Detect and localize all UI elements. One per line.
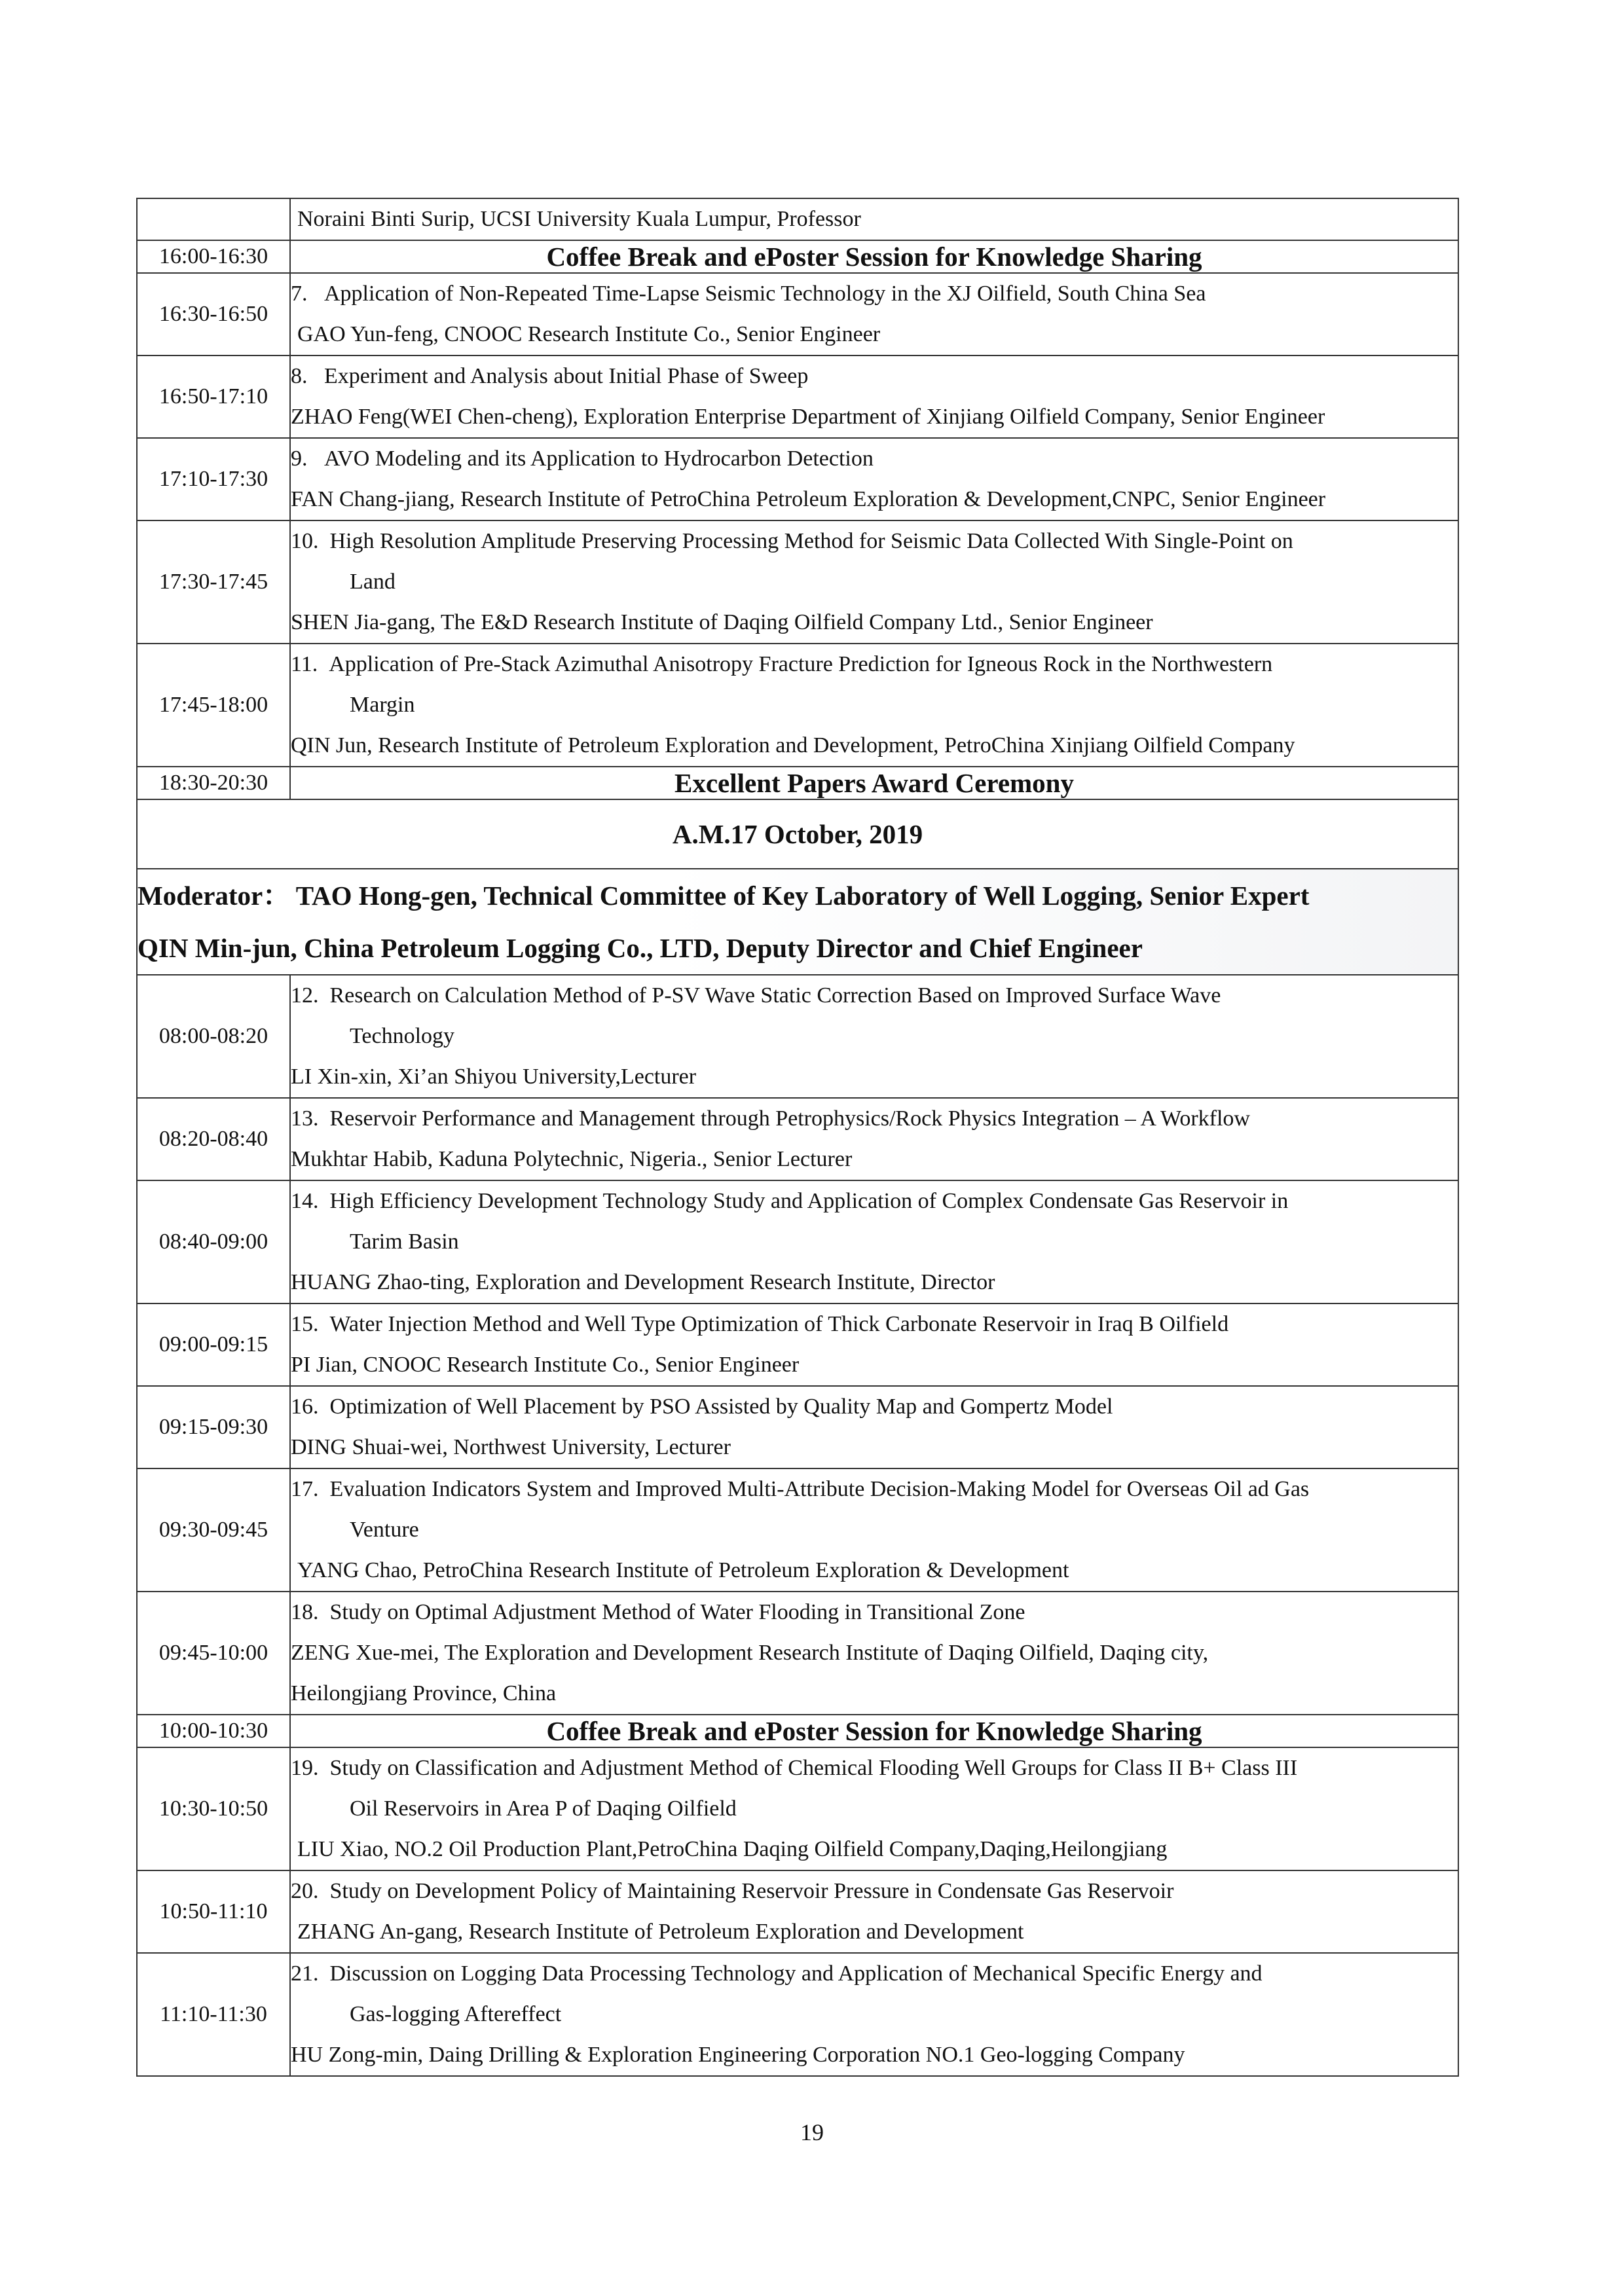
session-line: ZHAO Feng(WEI Chen-cheng), Exploration Enterprise Department of Xinjiang Oilfield Company, Senior Engineer [291, 405, 1325, 429]
paper-title-line: 21. Discussion on Logging Data Processing Technology and Application of Mechanical Specific Energy and [291, 1961, 1263, 1986]
paper-title-line: Noraini Binti Surip, UCSI University Kuala Lumpur, Professor [297, 207, 861, 231]
session-line: HUANG Zhao-ting, Exploration and Development Research Institute, Director [291, 1270, 995, 1294]
schedule-row [137, 975, 1458, 1098]
session-line: ZENG Xue-mei, The Exploration and Development Research Institute of Daqing Oilfield, Daqing city, [291, 1641, 1209, 1665]
schedule-row [137, 520, 1458, 644]
schedule-row [137, 767, 1458, 799]
session-cell [290, 520, 1458, 644]
session-cell [290, 1303, 1458, 1386]
session-cell [290, 1747, 1458, 1870]
page-number: 19 [800, 2119, 824, 2145]
paper-title-line: 7. Application of Non-Repeated Time-Lapse Seismic Technology in the XJ Oilfield, South China Sea [291, 282, 1206, 306]
time-cell: 11:10-11:30 [137, 1953, 290, 2076]
paper-title-line: 16. Optimization of Well Placement by PSO Assisted by Quality Map and Gompertz Model [291, 1394, 1113, 1419]
schedule-row [137, 1386, 1458, 1468]
schedule-row [137, 1098, 1458, 1180]
session-cell [290, 975, 1458, 1098]
session-line: Tarim Basin [350, 1230, 459, 1254]
time-cell: 16:00-16:30 [137, 240, 290, 273]
session-line: PI Jian, CNOOC Research Institute Co., Senior Engineer [291, 1353, 800, 1377]
session-line: Heilongjiang Province, China [291, 1681, 557, 1705]
schedule-body [137, 198, 1458, 2076]
time-cell: 18:30-20:30 [137, 767, 290, 799]
session-line: GAO Yun-feng, CNOOC Research Institute Co., Senior Engineer [297, 322, 881, 346]
schedule-row [137, 1180, 1458, 1303]
schedule-row [137, 1468, 1458, 1592]
time-cell: 09:45-10:00 [137, 1592, 290, 1715]
session-line: LI Xin-xin, Xi’an Shiyou University,Lecturer [291, 1065, 697, 1089]
schedule-row [137, 355, 1458, 438]
time-cell: 09:30-09:45 [137, 1468, 290, 1592]
schedule-row [137, 644, 1458, 767]
time-cell: 17:30-17:45 [137, 520, 290, 644]
paper-title-line: 19. Study on Classification and Adjustment Method of Chemical Flooding Well Groups for Class II B+ Class III [291, 1756, 1298, 1780]
session-line: QIN Jun, Research Institute of Petroleum Exploration and Development, PetroChina Xinjiang Oilfield Company [291, 733, 1295, 757]
session-cell [290, 1953, 1458, 2076]
time-cell: 09:15-09:30 [137, 1386, 290, 1468]
session-cell [290, 1180, 1458, 1303]
session-line: DING Shuai-wei, Northwest University, Lecturer [291, 1435, 731, 1459]
time-cell: 16:30-16:50 [137, 273, 290, 355]
moderator-cell [137, 869, 1458, 975]
paper-title-line: 12. Research on Calculation Method of P-SV Wave Static Correction Based on Improved Surface Wave [291, 983, 1221, 1008]
session-line: ZHANG An-gang, Research Institute of Petroleum Exploration and Development [297, 1920, 1024, 1944]
time-cell [137, 198, 290, 240]
session-line: YANG Chao, PetroChina Research Institute of Petroleum Exploration & Development [297, 1558, 1069, 1582]
schedule-row [137, 438, 1458, 520]
break-title: Coffee Break and ePoster Session for Knowledge Sharing [290, 240, 1458, 273]
paper-title-line: 18. Study on Optimal Adjustment Method of Water Flooding in Transitional Zone [291, 1600, 1025, 1624]
session-line: Oil Reservoirs in Area P of Daqing Oilfield [350, 1796, 737, 1821]
schedule-row [137, 273, 1458, 355]
session-cell [290, 644, 1458, 767]
session-cell [290, 1870, 1458, 1953]
time-cell: 17:45-18:00 [137, 644, 290, 767]
moderator-line: Moderator： TAO Hong-gen, Technical Committee of Key Laboratory of Well Logging, Senior Expert [138, 881, 1310, 911]
schedule-table [136, 198, 1459, 2077]
paper-title-line: 14. High Efficiency Development Technology Study and Application of Complex Condensate Gas Reservoir in [291, 1189, 1289, 1213]
schedule-row [137, 1747, 1458, 1870]
session-line: LIU Xiao, NO.2 Oil Production Plant,PetroChina Daqing Oilfield Company,Daqing,Heilongjiang [297, 1837, 1168, 1861]
paper-title-line: 20. Study on Development Policy of Maintaining Reservoir Pressure in Condensate Gas Reservoir [291, 1879, 1174, 1903]
paper-title-line: 9. AVO Modeling and its Application to Hydrocarbon Detection [291, 446, 874, 471]
schedule-row [137, 1592, 1458, 1715]
schedule-row [137, 799, 1458, 869]
schedule-row [137, 198, 1458, 240]
paper-title-line: 11. Application of Pre-Stack Azimuthal Anisotropy Fracture Prediction for Igneous Rock in the Northwestern [291, 652, 1273, 676]
paper-title-line: 10. High Resolution Amplitude Preserving Processing Method for Seismic Data Collected With Single-Point on [291, 529, 1293, 553]
session-cell [290, 355, 1458, 438]
session-cell [290, 1098, 1458, 1180]
day-heading: A.M.17 October, 2019 [137, 799, 1458, 869]
session-line: SHEN Jia-gang, The E&D Research Institute of Daqing Oilfield Company Ltd., Senior Engineer [291, 610, 1153, 634]
time-cell: 17:10-17:30 [137, 438, 290, 520]
schedule-row [137, 869, 1458, 975]
time-cell: 10:50-11:10 [137, 1870, 290, 1953]
session-cell [290, 438, 1458, 520]
break-title: Coffee Break and ePoster Session for Knowledge Sharing [290, 1715, 1458, 1747]
schedule-row [137, 1870, 1458, 1953]
session-cell [290, 1592, 1458, 1715]
paper-title-line: 17. Evaluation Indicators System and Improved Multi-Attribute Decision-Making Model for Overseas Oil ad Gas [291, 1477, 1310, 1501]
schedule-row [137, 240, 1458, 273]
session-line: Technology [350, 1024, 455, 1048]
session-line: Venture [350, 1518, 419, 1542]
schedule-row [137, 1953, 1458, 2076]
time-cell: 08:40-09:00 [137, 1180, 290, 1303]
schedule-row [137, 1715, 1458, 1747]
session-line: Land [350, 570, 396, 594]
session-cell [290, 1468, 1458, 1592]
time-cell: 10:00-10:30 [137, 1715, 290, 1747]
session-line: Gas-logging Aftereffect [350, 2002, 562, 2026]
time-cell: 09:00-09:15 [137, 1303, 290, 1386]
paper-title-line: 13. Reservoir Performance and Management through Petrophysics/Rock Physics Integration – A Workflow [291, 1106, 1250, 1131]
break-title: Excellent Papers Award Ceremony [290, 767, 1458, 799]
session-cell [290, 1386, 1458, 1468]
session-line: Margin [350, 693, 415, 717]
paper-title-line: 8. Experiment and Analysis about Initial Phase of Sweep [291, 364, 809, 388]
schedule-row [137, 1303, 1458, 1386]
session-cell [290, 273, 1458, 355]
time-cell: 10:30-10:50 [137, 1747, 290, 1870]
paper-title-line: 15. Water Injection Method and Well Type Optimization of Thick Carbonate Reservoir in Iraq B Oilfield [291, 1312, 1229, 1336]
session-line: HU Zong-min, Daing Drilling & Exploration Engineering Corporation NO.1 Geo-logging Company [291, 2043, 1185, 2067]
time-cell: 16:50-17:10 [137, 355, 290, 438]
time-cell: 08:00-08:20 [137, 975, 290, 1098]
session-cell [290, 198, 1458, 240]
moderator-line: QIN Min-jun, China Petroleum Logging Co., LTD, Deputy Director and Chief Engineer [138, 933, 1143, 963]
session-line: FAN Chang-jiang, Research Institute of PetroChina Petroleum Exploration & Development,CNPC, Senior Engineer [291, 487, 1326, 511]
session-line: Mukhtar Habib, Kaduna Polytechnic, Nigeria., Senior Lecturer [291, 1147, 853, 1171]
time-cell: 08:20-08:40 [137, 1098, 290, 1180]
